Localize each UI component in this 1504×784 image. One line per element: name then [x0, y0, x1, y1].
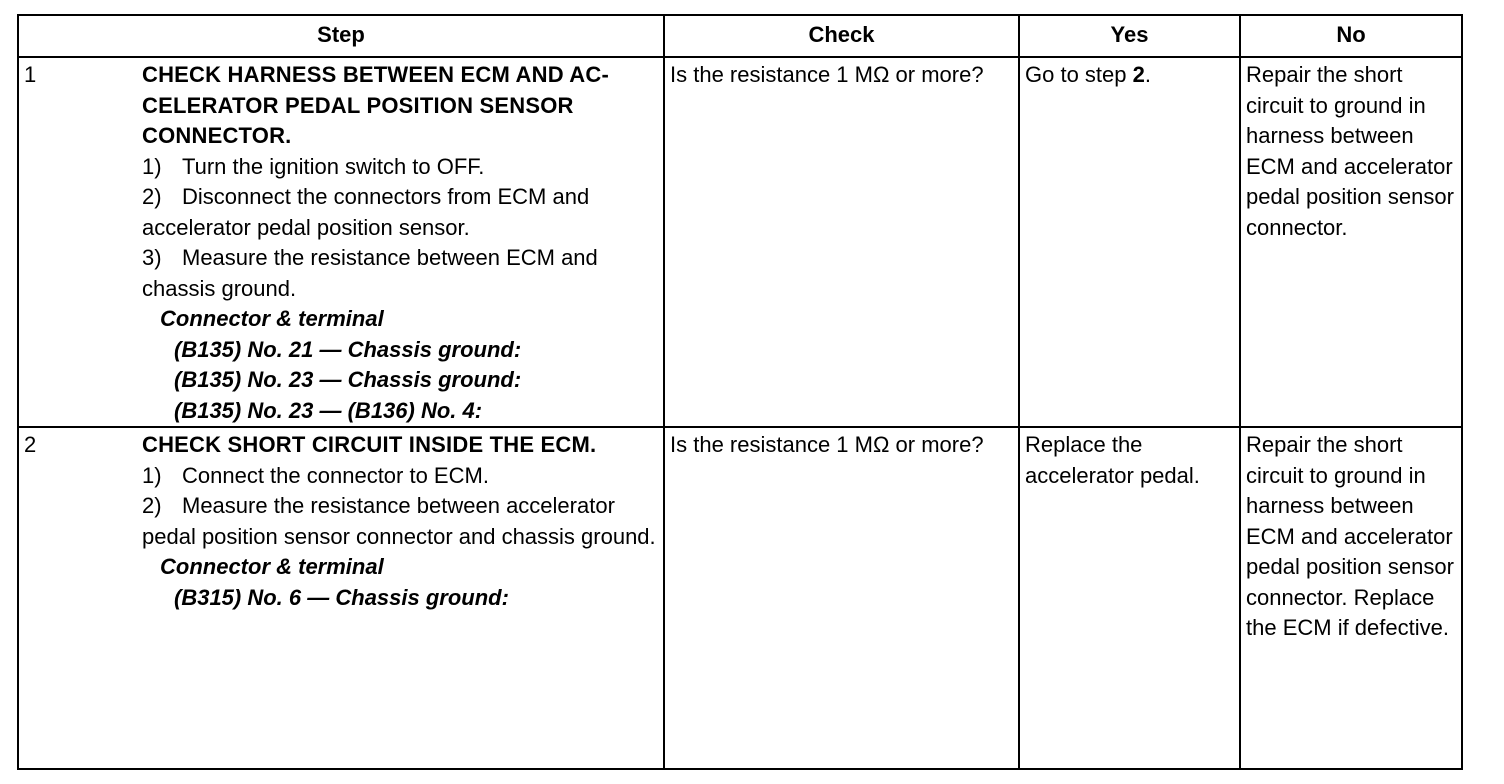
substep-number: 2) — [142, 493, 162, 518]
substep — [142, 461, 658, 492]
table-row — [18, 427, 1462, 769]
yes-cell: Replace the accelerator pedal. — [1019, 427, 1240, 769]
connector-terminal-label: Connector & terminal — [160, 554, 384, 579]
connector-terminal-item: (B135) No. 23 — (B136) No. 4: — [174, 397, 483, 423]
connector-terminal-item: (B135) No. 21 — Chassis ground: — [174, 336, 522, 362]
substep-text: Turn the ignition switch to OFF. — [182, 153, 485, 179]
substep-text: Disconnect the connectors from ECM and accelerator pedal position sensor. — [142, 184, 590, 240]
table-row — [18, 57, 1462, 427]
header-no: No — [1240, 15, 1462, 57]
step-title-line: CHECK HARNESS BETWEEN ECM AND AC- — [142, 62, 609, 87]
yes-cell — [1019, 57, 1240, 427]
substep — [142, 491, 658, 552]
substep-text: Connect the connector to ECM. — [182, 462, 489, 488]
substep — [142, 152, 658, 183]
diagnostic-table — [17, 14, 1463, 770]
substep — [142, 182, 658, 243]
step-content — [137, 427, 664, 769]
header-check: Check — [664, 15, 1019, 57]
check-cell: Is the resistance 1 MΩ or more? — [664, 427, 1019, 769]
step-number: 1 — [18, 57, 137, 427]
connector-terminal-label: Connector & terminal — [160, 306, 384, 331]
step-title-line: CELERATOR PEDAL POSITION SENSOR — [142, 92, 574, 118]
substep-text: Measure the resistance between accelerator pedal position sensor connector and chassis ground. — [142, 493, 656, 549]
substep-number: 1) — [142, 153, 162, 179]
yes-suffix: . — [1144, 62, 1151, 87]
no-cell: Repair the short circuit to ground in harness between ECM and accelerator pedal position sensor connector. Replace the ECM if defective. — [1240, 427, 1462, 769]
step-title-line: CONNECTOR. — [142, 123, 292, 148]
substep-text: Measure the resistance between ECM and chassis ground. — [142, 245, 598, 301]
substep — [142, 243, 658, 304]
substep-number: 3) — [142, 245, 162, 270]
step-title — [142, 60, 658, 152]
connector-terminal-item: (B315) No. 6 — Chassis ground: — [174, 584, 509, 610]
connector-terminal-item: (B135) No. 23 — Chassis ground: — [174, 367, 522, 392]
check-cell: Is the resistance 1 MΩ or more? — [664, 57, 1019, 427]
header-step: Step — [18, 15, 664, 57]
substep-number: 1) — [142, 462, 162, 488]
header-row — [18, 15, 1462, 57]
step-title: CHECK SHORT CIRCUIT INSIDE THE ECM. — [142, 432, 597, 457]
yes-step-ref: 2 — [1132, 62, 1145, 87]
yes-prefix: Go to step — [1025, 62, 1133, 87]
header-yes: Yes — [1019, 15, 1240, 57]
no-cell: Repair the short circuit to ground in harness between ECM and accelerator pedal position sensor connector. — [1240, 57, 1462, 427]
substep-number: 2) — [142, 184, 162, 209]
step-number: 2 — [18, 427, 137, 769]
step-content — [137, 57, 664, 427]
